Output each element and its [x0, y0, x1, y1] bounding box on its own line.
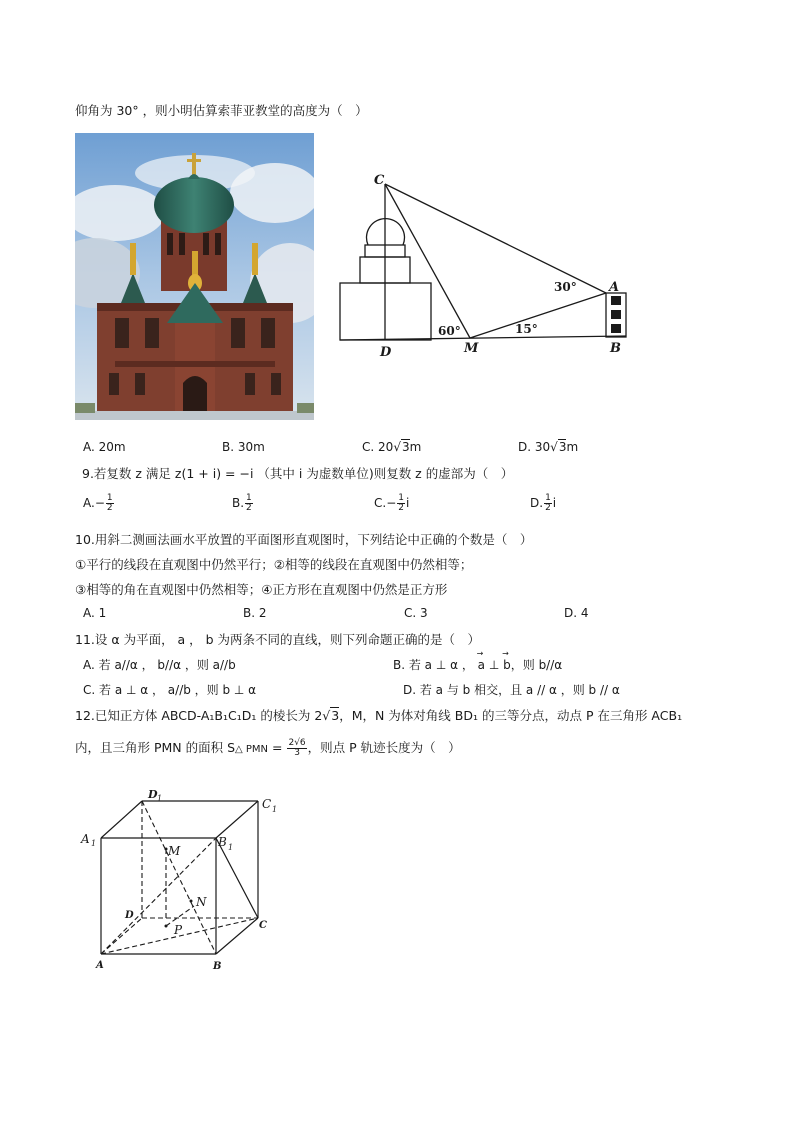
- svg-text:1: 1: [272, 805, 278, 814]
- cube-label-B: B: [213, 961, 222, 972]
- q8-option-b: B. 30m: [222, 440, 265, 454]
- q8-option-a: A. 20m: [83, 440, 126, 454]
- cube-label-C: C: [259, 920, 267, 931]
- q9-option-d: D. $\frac{1}{2}$ i: [530, 493, 557, 513]
- q9-option-c: C.− $\frac{1}{2}$ i: [374, 493, 410, 513]
- cube-label-D1: D: [148, 788, 158, 801]
- q10-statements-2: ③相等的角在直观图中仍然相等；④正方形在直观图中仍然是正方形: [75, 582, 448, 597]
- angle-30-label: 30°: [554, 280, 577, 294]
- q8-option-c: C. 20√3m: [362, 440, 422, 454]
- q10-option-b: B. 2: [243, 606, 267, 620]
- svg-text:1: 1: [157, 794, 163, 803]
- q9-stem: 9.若复数 z 满足 z(1 + i) = −i （其中 i 为虚数单位)则复数 z 的虚部为（ ）: [82, 466, 514, 481]
- vector-a: → a: [478, 658, 485, 672]
- svg-text:1: 1: [228, 843, 234, 852]
- label-B: B: [610, 341, 621, 356]
- cube-label-P: P: [174, 923, 183, 937]
- cube-label-B1: B: [218, 835, 227, 849]
- vector-b: → b: [503, 658, 511, 672]
- cube-label-N: N: [196, 895, 207, 909]
- q12-stem-line2: 内，且三角形 PMN 的面积 S△ PMN = $\frac{2√6}{3}$ ，则点 P 轨迹长度为（ ）: [75, 738, 461, 758]
- svg-text:1: 1: [91, 839, 97, 848]
- label-A: A: [609, 280, 620, 295]
- q10-option-a: A. 1: [83, 606, 107, 620]
- q11-option-d: D. 若 a 与 b 相交，且 a // α ，则 b // α: [403, 683, 620, 697]
- label-C: C: [374, 173, 385, 188]
- q9-option-b: B. $\frac{1}{2}$: [232, 493, 252, 513]
- cube-label-M: M: [168, 844, 181, 858]
- q11-option-c: C. 若 a ⊥ α ， a//b ，则 b ⊥ α: [83, 683, 257, 697]
- cube-figure: [76, 780, 286, 975]
- cube-label-C1: C: [262, 797, 272, 811]
- q8-option-d: D. 30√3m: [518, 440, 579, 454]
- angle-60-label: 60°: [438, 324, 461, 338]
- cube-label-D: D: [125, 910, 134, 921]
- q11-stem: 11.设 α 为平面， a ， b 为两条不同的直线，则下列命题正确的是（ ）: [75, 632, 481, 647]
- q10-option-c: C. 3: [404, 606, 428, 620]
- label-M: M: [464, 341, 479, 356]
- q10-option-d: D. 4: [564, 606, 589, 620]
- q10-statements-1: ①平行的线段在直观图中仍然平行；②相等的线段在直观图中仍然相等；: [75, 557, 473, 572]
- q11-option-a: A. 若 a//α ， b//α ，则 a//b: [83, 658, 236, 672]
- q9-option-a: A.− $\frac{1}{2}$: [83, 493, 113, 513]
- q10-stem: 10.用斜二测画法画水平放置的平面图形直观图时，下列结论中正确的个数是（ ）: [75, 532, 533, 547]
- cube-label-A1: A: [81, 832, 90, 846]
- angle-15-label: 15°: [515, 322, 538, 336]
- q8-stem-tail: 仰角为 30° ，则小明估算索菲亚教堂的高度为（ ）: [75, 103, 368, 118]
- q12-stem-line1: 12.已知正方体 ABCD-A₁B₁C₁D₁ 的棱长为 2√3，M，N 为体对角线 BD₁ 的三等分点，动点 P 在三角形 ACB₁: [75, 708, 683, 723]
- label-D: D: [380, 345, 392, 360]
- q11-option-b: B. 若 a ⊥ α ， → a ⊥ → b，则 b//α: [393, 656, 562, 673]
- cube-label-A: A: [96, 960, 104, 971]
- cathedral-photo: [75, 133, 314, 420]
- elevation-figure: [330, 168, 640, 363]
